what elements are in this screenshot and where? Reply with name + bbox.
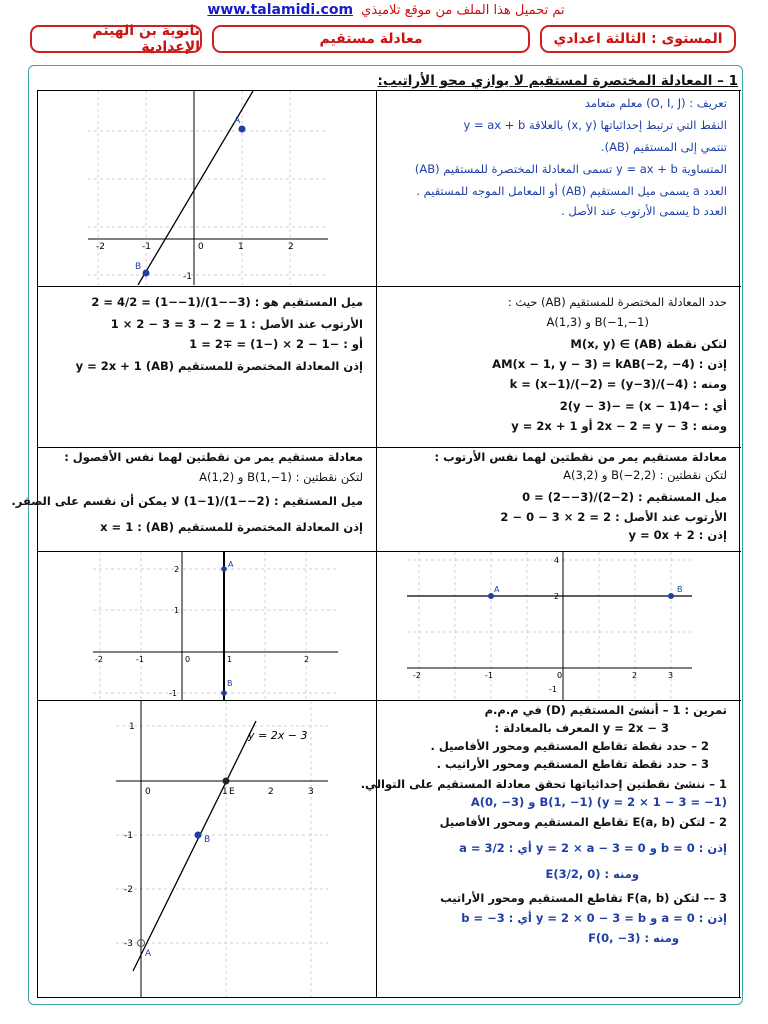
slope-cell — [38, 287, 375, 447]
x-tick: -1 — [142, 242, 151, 252]
example-line: أي : −4(x − 1) = −2(y − 3) — [559, 399, 727, 413]
school-name: ثانوية بن الهيثم الإعدادية — [92, 23, 200, 55]
exercise-line: إذن : b = 0 و y = 2 × a − 3 = 0 أي : a = 3/2 — [459, 841, 727, 855]
x-tick: 1 — [222, 787, 228, 797]
y-tick: 1 — [129, 722, 135, 732]
level-label: المستوى : الثالثة اعدادي — [553, 31, 723, 47]
definition-line: النقط التي ترتبط إحداثياتها (x, y) بالعلاقة y = ax + b — [463, 118, 727, 132]
point-label: E — [229, 787, 235, 797]
y-tick: 1 — [174, 606, 180, 615]
x-tick: 1 — [238, 242, 244, 252]
exercise-line: (y = 2 × 1 − 3 = −1) B(1, −1) و A(0, −3) — [470, 795, 727, 809]
definition-line: العدد b يسمى الأرتوب عند الأصل . — [561, 204, 727, 218]
y-tick: 2 — [174, 565, 180, 574]
same-ordinate-line: لتكن نقطتين : B(−2,2) و A(3,2) — [563, 468, 727, 482]
point-a — [221, 566, 227, 572]
exercise-line: 1 – ننشئ نقطتين إحداثياتها تحقق معادلة المستقيم على التوالي. — [360, 777, 727, 791]
graph-cell-2 — [38, 552, 375, 700]
slope-line: أو : −1 − 2 × (−1) = ∓2 = 1 — [189, 337, 363, 351]
level-box — [540, 25, 736, 53]
x-tick: 1 — [227, 655, 233, 664]
x-tick: -2 — [96, 242, 105, 252]
example-line: ومنه : k = (x−1)/(−2) = (y−3)/(−4) — [509, 377, 727, 391]
same-abscissa-line: معادلة مستقيم يمر من نقطتين لهما نفس الأفصول : — [64, 450, 363, 464]
graph-y-2x-minus-3 — [38, 701, 375, 997]
same-ordinate-cell — [377, 448, 739, 551]
site-link[interactable]: www.talamidi.com — [207, 2, 354, 18]
exercise-line: تمرين : 1 – أنشئ المستقيم (D) في م.م.م — [484, 703, 727, 717]
graph-cell-3 — [377, 552, 739, 700]
exercise-line: 2 – لتكن E(a, b) تقاطع المستقيم ومحور الأفاصيل — [439, 815, 727, 829]
exercise-cell — [360, 701, 739, 997]
point-label: B — [677, 585, 683, 594]
x-tick: 0 — [198, 242, 204, 252]
x-tick: 3 — [668, 671, 674, 680]
definition-cell — [377, 90, 739, 286]
exercise-line: إذن : a = 0 و y = 2 × 0 − 3 = b أي : b = −3 — [461, 911, 727, 925]
table-border-bottom — [37, 997, 741, 998]
example-line: ومنه : 2x − 2 = y − 3 أو y = 2x + 1 — [511, 419, 727, 433]
point-b — [195, 832, 202, 839]
same-ordinate-line: معادلة مستقيم يمر من نقطتين لهما نفس الأرتوب : — [434, 450, 727, 464]
point-label: A — [494, 585, 500, 594]
y-tick: 4 — [554, 556, 560, 565]
graph-cell-1 — [38, 91, 375, 285]
y-tick: -3 — [124, 939, 133, 949]
line-equation-label: y = 2x − 3 — [248, 729, 308, 742]
x-tick: -2 — [95, 655, 103, 664]
x-tick: 0 — [145, 787, 151, 797]
same-ordinate-line: إذن : y = 0x + 2 — [628, 528, 727, 542]
point-label: B — [204, 835, 211, 845]
x-tick: -1 — [485, 671, 493, 680]
definition-line: المتساوية y = ax + b تسمى المعادلة المختصرة للمستقيم (AB) — [414, 162, 727, 176]
same-abscissa-line: لتكن نقطتين : B(1,−1) و A(1,2) — [199, 470, 363, 484]
y-tick: -1 — [169, 689, 177, 698]
section-title: 1 – المعادلة المختصرة لمستقيم لا يوازي محو الأراتيب: — [377, 73, 738, 89]
point-b — [143, 270, 150, 277]
definition-line: العدد a يسمى ميل المستقيم (AB) أو المعامل الموجه للمستقيم . — [416, 184, 727, 198]
x-tick: -1 — [136, 655, 144, 664]
same-ordinate-line: ميل المستقيم : (2−2)/(3−−2) = 0 — [522, 490, 727, 504]
slope-line: ميل المستقيم هو : (3−−1)/(1−−1) = 4/2 = 2 — [91, 295, 363, 309]
point-e — [223, 778, 230, 785]
point-b — [668, 593, 674, 599]
content-table — [11, 90, 741, 998]
definition-line: تنتمي إلى المستقيم (AB). — [600, 140, 727, 154]
x-tick: 3 — [308, 787, 314, 797]
x-tick: 2 — [304, 655, 310, 664]
graph-y-equals-2 — [377, 552, 739, 700]
y-tick: 2 — [554, 592, 560, 601]
point-b — [221, 690, 227, 696]
y-tick: -1 — [549, 685, 557, 694]
exercise-line: 3 – حدد نقطة تقاطع المستقيم ومحور الأراتيب . — [436, 757, 709, 771]
exercise-line: 3 –– لتكن F(a, b) تقاطع المستقيم ومحور الأراتيب — [440, 891, 727, 905]
lesson-box — [212, 25, 530, 53]
point-label: A — [234, 116, 241, 126]
point-label: B — [227, 679, 233, 688]
y-tick: -2 — [124, 885, 133, 895]
exercise-line: ومنه : F(0, −3) — [588, 931, 679, 945]
exercise-line: 2 – حدد نقطة تقاطع المستقيم ومحور الأفاصيل . — [430, 739, 709, 753]
exercise-line: ومنه : E(3/2, 0) — [545, 867, 639, 881]
x-tick: 2 — [268, 787, 274, 797]
x-tick: -2 — [413, 671, 421, 680]
graph-cell-4 — [38, 701, 375, 997]
same-ordinate-line: الأرتوب عند الأصل : 2 = 2 × 3 − 0 − 2 — [500, 510, 727, 524]
slope-line: الأرتوب عند الأصل : 1 = 2 − 3 = 3 − 2 × 1 — [110, 317, 363, 331]
x-tick: 0 — [557, 671, 563, 680]
slope-line: إذن المعادلة المختصرة للمستقيم (AB) y = 2x + 1 — [75, 359, 363, 373]
definition-line: تعريف : (O, I, J) معلم متعامد — [584, 96, 727, 110]
point-label: A — [228, 560, 234, 569]
graph-y-2x-plus-1 — [38, 91, 375, 285]
example-line: لتكن نقطة M(x, y) ∈ (AB) — [570, 337, 727, 351]
graph-x-equals-1 — [38, 552, 375, 700]
example-line: إذن : AM(x − 1, y − 3) = kAB(−2, −4) — [492, 357, 727, 371]
download-text: تم تحميل هذا الملف من موقع تلاميذي — [361, 3, 565, 18]
example-line: حدد المعادلة المختصرة للمستقيم (AB) حيث : — [507, 295, 727, 309]
y-tick: -1 — [124, 831, 133, 841]
table-border-right — [739, 90, 740, 998]
same-abscissa-cell — [11, 448, 375, 551]
x-tick: 2 — [632, 671, 638, 680]
same-abscissa-line: ميل المستقيم : (2−−1)/(1−1) لا يمكن أن نقسم على الصفر. — [11, 494, 363, 508]
x-tick: 2 — [288, 242, 294, 252]
point-a — [239, 126, 246, 133]
y-tick: -1 — [183, 272, 192, 282]
point-label: A — [145, 949, 152, 959]
same-abscissa-line: إذن المعادلة المختصرة للمستقيم (AB) : x = 1 — [100, 520, 363, 534]
exercise-line: y = 2x − 3 المعرف بالمعادلة : — [494, 721, 669, 735]
example-cell — [377, 287, 739, 447]
school-box — [30, 25, 202, 53]
example-line: B(−1,−1) و A(1,3) — [546, 315, 649, 329]
download-banner — [0, 2, 768, 18]
lesson-title: معادلة مستقيم — [319, 31, 423, 47]
point-label: B — [135, 262, 142, 272]
x-tick: 0 — [185, 655, 191, 664]
